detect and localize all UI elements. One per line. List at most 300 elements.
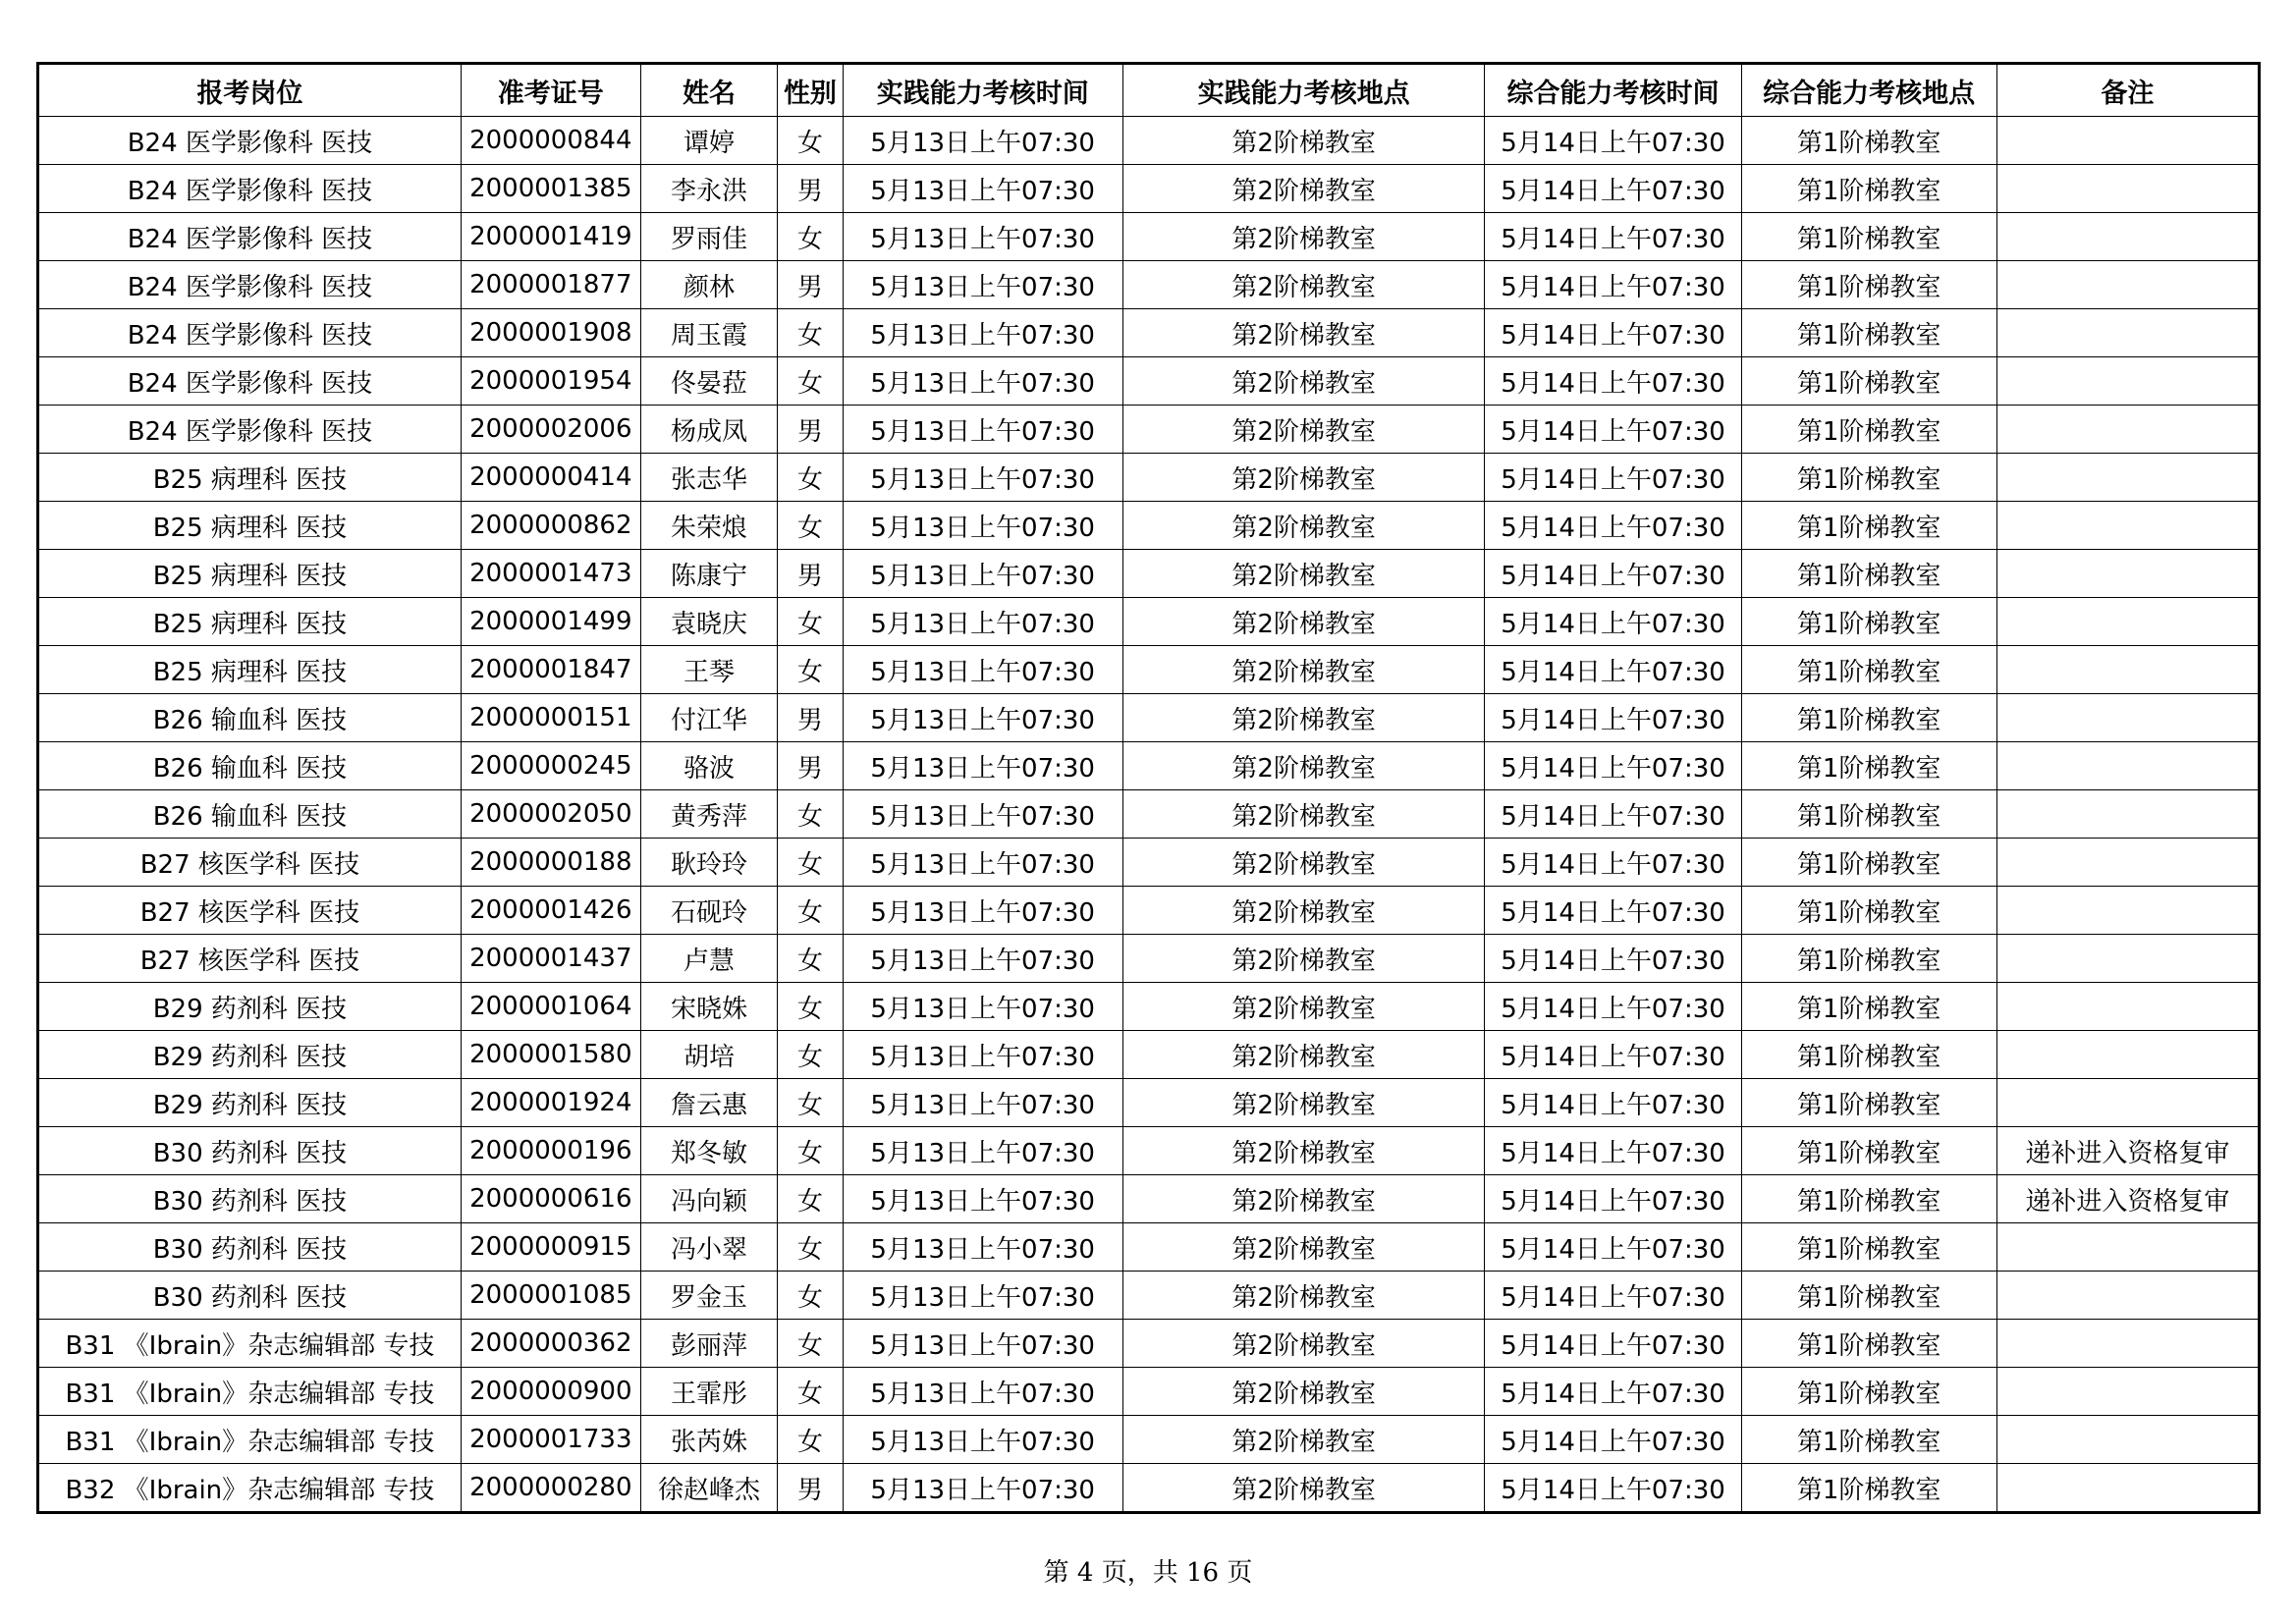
cell-comprehensive-time: 5月14日上午07:30 [1485,454,1741,502]
cell-gender: 女 [778,790,843,839]
cell-practical-location: 第2阶梯教室 [1122,213,1485,261]
cell-remarks [1996,502,2259,550]
cell-name: 彭丽萍 [640,1320,778,1368]
cell-practical-location: 第2阶梯教室 [1122,887,1485,935]
cell-comprehensive-time: 5月14日上午07:30 [1485,1127,1741,1175]
cell-practical-time: 5月13日上午07:30 [843,598,1122,646]
cell-practical-time: 5月13日上午07:30 [843,454,1122,502]
cell-practical-location: 第2阶梯教室 [1122,117,1485,165]
cell-practical-location: 第2阶梯教室 [1122,1464,1485,1513]
cell-name: 徐赵峰杰 [640,1464,778,1513]
cell-practical-time: 5月13日上午07:30 [843,694,1122,742]
cell-remarks [1996,309,2259,357]
cell-practical-time: 5月13日上午07:30 [843,790,1122,839]
cell-remarks [1996,117,2259,165]
cell-ticket-number: 2000001847 [461,646,640,694]
cell-remarks [1996,550,2259,598]
cell-position: B27 核医学科 医技 [38,935,462,983]
cell-practical-time: 5月13日上午07:30 [843,1416,1122,1464]
cell-gender: 男 [778,261,843,309]
table-row [38,839,2260,887]
cell-practical-location: 第2阶梯教室 [1122,165,1485,213]
table-row [38,983,2260,1031]
cell-name: 冯小翠 [640,1223,778,1272]
cell-comprehensive-time: 5月14日上午07:30 [1485,1464,1741,1513]
cell-gender: 女 [778,935,843,983]
cell-practical-location: 第2阶梯教室 [1122,502,1485,550]
cell-practical-time: 5月13日上午07:30 [843,983,1122,1031]
cell-comprehensive-time: 5月14日上午07:30 [1485,213,1741,261]
cell-comprehensive-time: 5月14日上午07:30 [1485,1272,1741,1320]
cell-ticket-number: 2000000362 [461,1320,640,1368]
cell-comprehensive-time: 5月14日上午07:30 [1485,309,1741,357]
page-number: 第 4 页，共 16 页 [1043,1558,1253,1588]
cell-position: B25 病理科 医技 [38,646,462,694]
cell-practical-location: 第2阶梯教室 [1122,550,1485,598]
cell-comprehensive-location: 第1阶梯教室 [1741,1416,1996,1464]
cell-name: 石砚玲 [640,887,778,935]
cell-gender: 女 [778,1320,843,1368]
cell-practical-location: 第2阶梯教室 [1122,1031,1485,1079]
cell-name: 卢慧 [640,935,778,983]
cell-comprehensive-time: 5月14日上午07:30 [1485,790,1741,839]
table-row [38,357,2260,406]
cell-comprehensive-location: 第1阶梯教室 [1741,261,1996,309]
cell-remarks [1996,790,2259,839]
cell-comprehensive-location: 第1阶梯教室 [1741,839,1996,887]
cell-position: B26 输血科 医技 [38,694,462,742]
cell-comprehensive-location: 第1阶梯教室 [1741,1127,1996,1175]
cell-ticket-number: 2000001499 [461,598,640,646]
cell-position: B29 药剂科 医技 [38,1031,462,1079]
cell-remarks [1996,1272,2259,1320]
cell-comprehensive-location: 第1阶梯教室 [1741,694,1996,742]
header-gender: 性别 [778,64,843,117]
cell-name: 张芮姝 [640,1416,778,1464]
cell-gender: 女 [778,839,843,887]
table-row [38,1175,2260,1223]
cell-practical-time: 5月13日上午07:30 [843,117,1122,165]
cell-name: 罗金玉 [640,1272,778,1320]
cell-practical-location: 第2阶梯教室 [1122,1320,1485,1368]
cell-position: B24 医学影像科 医技 [38,117,462,165]
cell-comprehensive-location: 第1阶梯教室 [1741,309,1996,357]
cell-practical-location: 第2阶梯教室 [1122,357,1485,406]
table-row [38,1031,2260,1079]
table-row [38,1320,2260,1368]
cell-remarks [1996,454,2259,502]
cell-comprehensive-location: 第1阶梯教室 [1741,117,1996,165]
cell-remarks [1996,694,2259,742]
cell-position: B24 医学影像科 医技 [38,261,462,309]
cell-name: 颜林 [640,261,778,309]
cell-practical-location: 第2阶梯教室 [1122,983,1485,1031]
cell-position: B30 药剂科 医技 [38,1127,462,1175]
cell-comprehensive-time: 5月14日上午07:30 [1485,406,1741,454]
cell-comprehensive-time: 5月14日上午07:30 [1485,742,1741,790]
cell-gender: 男 [778,550,843,598]
cell-name: 张志华 [640,454,778,502]
cell-practical-time: 5月13日上午07:30 [843,550,1122,598]
table-header-row [38,64,2260,117]
cell-comprehensive-time: 5月14日上午07:30 [1485,839,1741,887]
cell-practical-time: 5月13日上午07:30 [843,646,1122,694]
table-row [38,309,2260,357]
table-row [38,1079,2260,1127]
cell-ticket-number: 2000000862 [461,502,640,550]
cell-comprehensive-time: 5月14日上午07:30 [1485,694,1741,742]
cell-name: 黄秀萍 [640,790,778,839]
cell-comprehensive-location: 第1阶梯教室 [1741,598,1996,646]
cell-name: 胡培 [640,1031,778,1079]
cell-position: B24 医学影像科 医技 [38,357,462,406]
cell-practical-location: 第2阶梯教室 [1122,1272,1485,1320]
table-row [38,1127,2260,1175]
cell-practical-time: 5月13日上午07:30 [843,1127,1122,1175]
cell-position: B24 医学影像科 医技 [38,309,462,357]
cell-ticket-number: 2000000245 [461,742,640,790]
cell-gender: 女 [778,213,843,261]
cell-comprehensive-location: 第1阶梯教室 [1741,742,1996,790]
cell-remarks [1996,598,2259,646]
cell-remarks: 递补进入资格复审 [1996,1127,2259,1175]
cell-remarks [1996,887,2259,935]
cell-practical-location: 第2阶梯教室 [1122,839,1485,887]
cell-ticket-number: 2000001437 [461,935,640,983]
cell-name: 周玉霞 [640,309,778,357]
cell-position: B31 《Ibrain》杂志编辑部 专技 [38,1416,462,1464]
cell-gender: 女 [778,646,843,694]
table-row [38,1464,2260,1513]
cell-practical-time: 5月13日上午07:30 [843,1175,1122,1223]
cell-ticket-number: 2000001924 [461,1079,640,1127]
cell-name: 付江华 [640,694,778,742]
cell-name: 杨成凤 [640,406,778,454]
cell-practical-time: 5月13日上午07:30 [843,213,1122,261]
cell-remarks: 递补进入资格复审 [1996,1175,2259,1223]
cell-ticket-number: 2000001954 [461,357,640,406]
cell-practical-location: 第2阶梯教室 [1122,261,1485,309]
cell-gender: 女 [778,1127,843,1175]
table-row [38,454,2260,502]
cell-remarks [1996,839,2259,887]
cell-ticket-number: 2000001877 [461,261,640,309]
cell-gender: 女 [778,983,843,1031]
cell-practical-time: 5月13日上午07:30 [843,165,1122,213]
cell-gender: 女 [778,357,843,406]
cell-comprehensive-location: 第1阶梯教室 [1741,790,1996,839]
cell-gender: 女 [778,1175,843,1223]
table-row [38,1368,2260,1416]
header-name: 姓名 [640,64,778,117]
cell-gender: 男 [778,694,843,742]
cell-gender: 女 [778,454,843,502]
cell-position: B29 药剂科 医技 [38,1079,462,1127]
cell-remarks [1996,742,2259,790]
cell-practical-time: 5月13日上午07:30 [843,1320,1122,1368]
cell-remarks [1996,1416,2259,1464]
table-row [38,261,2260,309]
cell-position: B27 核医学科 医技 [38,887,462,935]
cell-practical-time: 5月13日上午07:30 [843,742,1122,790]
cell-comprehensive-time: 5月14日上午07:30 [1485,165,1741,213]
cell-gender: 女 [778,117,843,165]
cell-name: 朱荣烺 [640,502,778,550]
cell-practical-location: 第2阶梯教室 [1122,935,1485,983]
cell-practical-location: 第2阶梯教室 [1122,742,1485,790]
cell-remarks [1996,983,2259,1031]
cell-comprehensive-location: 第1阶梯教室 [1741,1175,1996,1223]
cell-comprehensive-location: 第1阶梯教室 [1741,1464,1996,1513]
cell-remarks [1996,406,2259,454]
cell-ticket-number: 2000000915 [461,1223,640,1272]
header-remarks: 备注 [1996,64,2259,117]
cell-gender: 女 [778,1223,843,1272]
cell-name: 宋晓姝 [640,983,778,1031]
cell-comprehensive-time: 5月14日上午07:30 [1485,1079,1741,1127]
cell-comprehensive-time: 5月14日上午07:30 [1485,1416,1741,1464]
table-row [38,502,2260,550]
cell-gender: 女 [778,598,843,646]
header-practical-time: 实践能力考核时间 [843,64,1122,117]
cell-comprehensive-location: 第1阶梯教室 [1741,1079,1996,1127]
cell-name: 王霏彤 [640,1368,778,1416]
cell-name: 陈康宁 [640,550,778,598]
table-body [38,117,2260,1513]
table-row [38,165,2260,213]
cell-ticket-number: 2000000844 [461,117,640,165]
cell-comprehensive-time: 5月14日上午07:30 [1485,1368,1741,1416]
cell-remarks [1996,1320,2259,1368]
table-row [38,213,2260,261]
cell-comprehensive-location: 第1阶梯教室 [1741,1031,1996,1079]
cell-comprehensive-location: 第1阶梯教室 [1741,983,1996,1031]
cell-ticket-number: 2000001085 [461,1272,640,1320]
cell-practical-time: 5月13日上午07:30 [843,1368,1122,1416]
cell-practical-location: 第2阶梯教室 [1122,1175,1485,1223]
cell-comprehensive-location: 第1阶梯教室 [1741,357,1996,406]
cell-remarks [1996,646,2259,694]
cell-ticket-number: 2000000188 [461,839,640,887]
cell-position: B24 医学影像科 医技 [38,213,462,261]
cell-remarks [1996,935,2259,983]
header-ticket-number: 准考证号 [461,64,640,117]
cell-name: 冯向颖 [640,1175,778,1223]
header-comprehensive-time: 综合能力考核时间 [1485,64,1741,117]
cell-practical-location: 第2阶梯教室 [1122,1416,1485,1464]
cell-gender: 女 [778,1416,843,1464]
cell-practical-time: 5月13日上午07:30 [843,406,1122,454]
cell-comprehensive-location: 第1阶梯教室 [1741,454,1996,502]
cell-position: B29 药剂科 医技 [38,983,462,1031]
cell-name: 耿玲玲 [640,839,778,887]
cell-name: 罗雨佳 [640,213,778,261]
cell-practical-time: 5月13日上午07:30 [843,887,1122,935]
cell-position: B25 病理科 医技 [38,454,462,502]
cell-practical-time: 5月13日上午07:30 [843,1464,1122,1513]
cell-position: B27 核医学科 医技 [38,839,462,887]
cell-comprehensive-location: 第1阶梯教室 [1741,646,1996,694]
cell-position: B26 输血科 医技 [38,790,462,839]
cell-ticket-number: 2000001908 [461,309,640,357]
cell-gender: 男 [778,406,843,454]
cell-comprehensive-location: 第1阶梯教室 [1741,887,1996,935]
header-position: 报考岗位 [38,64,462,117]
cell-ticket-number: 2000000280 [461,1464,640,1513]
cell-name: 谭婷 [640,117,778,165]
table-row [38,887,2260,935]
cell-position: B31 《Ibrain》杂志编辑部 专技 [38,1320,462,1368]
cell-practical-location: 第2阶梯教室 [1122,406,1485,454]
cell-position: B26 输血科 医技 [38,742,462,790]
cell-gender: 女 [778,1368,843,1416]
cell-name: 李永洪 [640,165,778,213]
cell-position: B25 病理科 医技 [38,502,462,550]
cell-comprehensive-time: 5月14日上午07:30 [1485,646,1741,694]
cell-practical-time: 5月13日上午07:30 [843,1031,1122,1079]
table-row [38,117,2260,165]
cell-comprehensive-location: 第1阶梯教室 [1741,502,1996,550]
cell-comprehensive-time: 5月14日上午07:30 [1485,1031,1741,1079]
cell-practical-time: 5月13日上午07:30 [843,1272,1122,1320]
cell-comprehensive-location: 第1阶梯教室 [1741,1272,1996,1320]
cell-practical-time: 5月13日上午07:30 [843,261,1122,309]
cell-position: B25 病理科 医技 [38,550,462,598]
cell-gender: 女 [778,1031,843,1079]
cell-remarks [1996,1223,2259,1272]
cell-practical-location: 第2阶梯教室 [1122,1079,1485,1127]
cell-position: B30 药剂科 医技 [38,1223,462,1272]
cell-ticket-number: 2000001064 [461,983,640,1031]
cell-practical-location: 第2阶梯教室 [1122,646,1485,694]
table-row [38,742,2260,790]
cell-comprehensive-time: 5月14日上午07:30 [1485,261,1741,309]
cell-ticket-number: 2000001733 [461,1416,640,1464]
cell-position: B25 病理科 医技 [38,598,462,646]
exam-schedule-table [36,62,2261,1514]
cell-practical-time: 5月13日上午07:30 [843,309,1122,357]
table-row [38,1223,2260,1272]
cell-position: B24 医学影像科 医技 [38,165,462,213]
cell-practical-location: 第2阶梯教室 [1122,598,1485,646]
cell-position: B30 药剂科 医技 [38,1272,462,1320]
cell-ticket-number: 2000000414 [461,454,640,502]
cell-practical-location: 第2阶梯教室 [1122,790,1485,839]
cell-practical-time: 5月13日上午07:30 [843,935,1122,983]
cell-comprehensive-location: 第1阶梯教室 [1741,550,1996,598]
cell-ticket-number: 2000000900 [461,1368,640,1416]
table-row [38,598,2260,646]
cell-position: B30 药剂科 医技 [38,1175,462,1223]
cell-ticket-number: 2000001580 [461,1031,640,1079]
cell-ticket-number: 2000002006 [461,406,640,454]
cell-remarks [1996,1079,2259,1127]
header-practical-location: 实践能力考核地点 [1122,64,1485,117]
cell-comprehensive-time: 5月14日上午07:30 [1485,983,1741,1031]
cell-practical-time: 5月13日上午07:30 [843,1223,1122,1272]
cell-remarks [1996,1464,2259,1513]
cell-ticket-number: 2000001385 [461,165,640,213]
cell-position: B32 《Ibrain》杂志编辑部 专技 [38,1464,462,1513]
cell-comprehensive-time: 5月14日上午07:30 [1485,550,1741,598]
table-row [38,790,2260,839]
cell-remarks [1996,357,2259,406]
cell-ticket-number: 2000000196 [461,1127,640,1175]
cell-gender: 女 [778,1079,843,1127]
table-row [38,550,2260,598]
cell-comprehensive-location: 第1阶梯教室 [1741,1223,1996,1272]
cell-practical-location: 第2阶梯教室 [1122,1223,1485,1272]
cell-remarks [1996,213,2259,261]
cell-remarks [1996,261,2259,309]
table-row [38,694,2260,742]
cell-gender: 女 [778,309,843,357]
cell-gender: 男 [778,165,843,213]
cell-position: B24 医学影像科 医技 [38,406,462,454]
cell-comprehensive-location: 第1阶梯教室 [1741,1368,1996,1416]
cell-comprehensive-time: 5月14日上午07:30 [1485,502,1741,550]
cell-comprehensive-time: 5月14日上午07:30 [1485,935,1741,983]
table-row [38,935,2260,983]
cell-position: B31 《Ibrain》杂志编辑部 专技 [38,1368,462,1416]
cell-comprehensive-location: 第1阶梯教室 [1741,213,1996,261]
cell-name: 袁晓庆 [640,598,778,646]
cell-practical-time: 5月13日上午07:30 [843,502,1122,550]
cell-comprehensive-time: 5月14日上午07:30 [1485,1223,1741,1272]
table-row [38,1272,2260,1320]
cell-comprehensive-time: 5月14日上午07:30 [1485,357,1741,406]
cell-name: 骆波 [640,742,778,790]
cell-practical-location: 第2阶梯教室 [1122,309,1485,357]
cell-comprehensive-time: 5月14日上午07:30 [1485,1320,1741,1368]
header-comprehensive-location: 综合能力考核地点 [1741,64,1996,117]
cell-gender: 女 [778,887,843,935]
cell-ticket-number: 2000001426 [461,887,640,935]
table-row [38,646,2260,694]
cell-name: 郑冬敏 [640,1127,778,1175]
cell-remarks [1996,1031,2259,1079]
cell-ticket-number: 2000001419 [461,213,640,261]
cell-ticket-number: 2000000151 [461,694,640,742]
cell-name: 詹云惠 [640,1079,778,1127]
cell-name: 佟晏菈 [640,357,778,406]
cell-practical-location: 第2阶梯教室 [1122,1127,1485,1175]
cell-practical-location: 第2阶梯教室 [1122,1368,1485,1416]
cell-practical-location: 第2阶梯教室 [1122,454,1485,502]
cell-ticket-number: 2000002050 [461,790,640,839]
table-row [38,1416,2260,1464]
cell-ticket-number: 2000000616 [461,1175,640,1223]
table-row [38,406,2260,454]
cell-comprehensive-time: 5月14日上午07:30 [1485,598,1741,646]
cell-comprehensive-time: 5月14日上午07:30 [1485,117,1741,165]
cell-practical-time: 5月13日上午07:30 [843,1079,1122,1127]
cell-gender: 女 [778,502,843,550]
cell-remarks [1996,165,2259,213]
cell-comprehensive-time: 5月14日上午07:30 [1485,1175,1741,1223]
cell-practical-time: 5月13日上午07:30 [843,839,1122,887]
cell-comprehensive-location: 第1阶梯教室 [1741,1320,1996,1368]
cell-comprehensive-location: 第1阶梯教室 [1741,165,1996,213]
cell-gender: 男 [778,1464,843,1513]
cell-practical-time: 5月13日上午07:30 [843,357,1122,406]
cell-ticket-number: 2000001473 [461,550,640,598]
cell-name: 王琴 [640,646,778,694]
cell-comprehensive-location: 第1阶梯教室 [1741,406,1996,454]
cell-comprehensive-location: 第1阶梯教室 [1741,935,1996,983]
cell-gender: 女 [778,1272,843,1320]
cell-gender: 男 [778,742,843,790]
